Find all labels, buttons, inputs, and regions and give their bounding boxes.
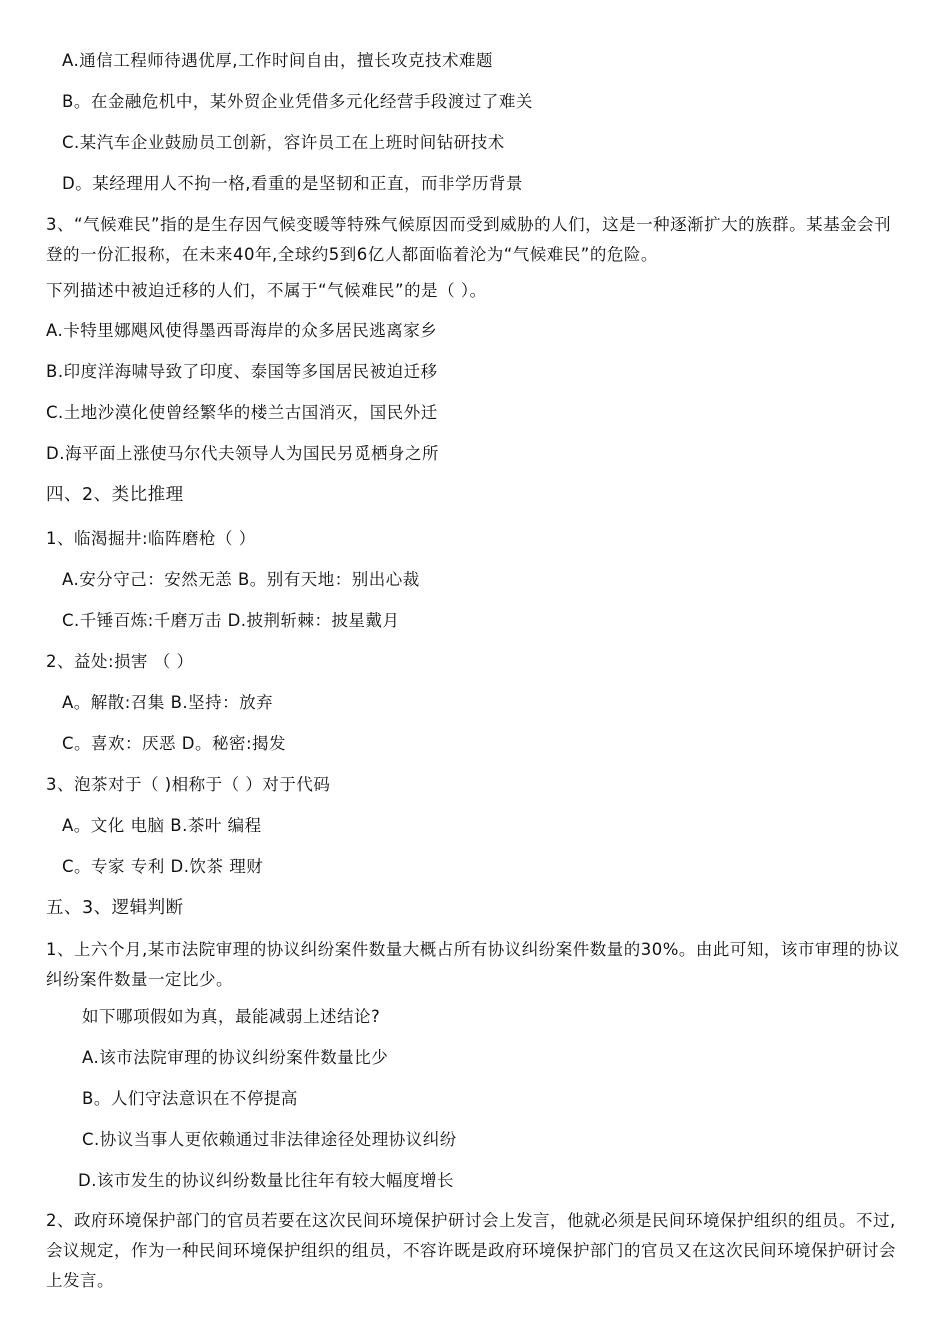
question-3-prompt: 下列描述中被迫迁移的人们，不属于“气候难民”的是（ ）。 (46, 281, 487, 300)
question-3-option-a: A.卡特里娜飓风使得墨西哥海岸的众多居民逃离家乡 (46, 321, 438, 340)
logic-question-2-stem: 2、政府环境保护部门的官员若要在这次民间环境保护研讨会上发言，他就必须是民间环境保护组织的组员。不过,会议规定，作为一种民间环境保护组织的组员，不容许既是政府环境保护部门的官员又在这次民间环境保护研讨会上发言。 (46, 1211, 896, 1290)
question-3-stem: 3、“气候难民”指的是生存因气候变暖等特殊气候原因而受到威胁的人们，这是一种逐渐扩大的族群。某基金会刊登的一份汇报称，在未来40年,全球约5到6亿人都面临着沦为“气候难民”的危险。 (46, 215, 892, 264)
analogy-question-3-options-ab: A。文化 电脑 B.茶叶 编程 (62, 816, 262, 835)
logic-question-1-option-b: B。人们守法意识在不停提高 (82, 1089, 298, 1108)
analogy-question-3-options-cd: C。专家 专利 D.饮茶 理财 (62, 857, 264, 876)
question-3-option-b: B.印度洋海啸导致了印度、泰国等多国居民被迫迁移 (46, 362, 438, 381)
option-b: B。在金融危机中，某外贸企业凭借多元化经营手段渡过了难关 (62, 92, 533, 111)
logic-question-1-option-a: A.该市法院审理的协议纠纷案件数量比少 (82, 1048, 389, 1067)
logic-question-1-option-c: C.协议当事人更依赖通过非法律途径处理协议纠纷 (82, 1130, 457, 1149)
analogy-question-2: 2、益处:损害 （ ） (46, 652, 194, 671)
logic-question-1-prompt: 如下哪项假如为真，最能减弱上述结论? (82, 1007, 381, 1026)
analogy-question-2-options-ab: A。解散:召集 B.坚持：放弃 (62, 693, 274, 712)
option-a: A.通信工程师待遇优厚,工作时间自由，擅长攻克技术难题 (62, 51, 493, 70)
analogy-question-1-options-ab: A.安分守己：安然无恙 B。别有天地：别出心裁 (62, 570, 420, 589)
option-c: C.某汽车企业鼓励员工创新，容许员工在上班时间钻研技术 (62, 133, 505, 152)
analogy-question-3: 3、泡茶对于（ )相称于（ ）对于代码 (46, 775, 331, 794)
analogy-question-1-options-cd: C.千锤百炼:千磨万击 D.披荆斩棘：披星戴月 (62, 611, 400, 630)
question-3-option-d: D.海平面上涨使马尔代夫领导人为国民另觅栖身之所 (46, 444, 439, 463)
analogy-question-1: 1、临渴掘井:临阵磨枪（ ） (46, 529, 256, 548)
analogy-question-2-options-cd: C。喜欢：厌恶 D。秘密:揭发 (62, 734, 287, 753)
logic-question-1-stem: 1、上六个月,某市法院审理的协议纠纷案件数量大概占所有协议纠纷案件数量的30%。由此可知，该市审理的协议纠纷案件数量一定比少。 (46, 940, 900, 989)
question-3-option-c: C.土地沙漠化使曾经繁华的楼兰古国消灭，国民外迁 (46, 403, 438, 422)
section-4-heading: 四、2、类比推理 (46, 485, 184, 505)
option-d: D。某经理用人不拘一格,看重的是坚韧和正直，而非学历背景 (62, 174, 523, 193)
section-5-heading: 五、3、逻辑判断 (46, 898, 184, 918)
logic-question-1-option-d: D.该市发生的协议纠纷数量比往年有较大幅度增长 (78, 1171, 454, 1190)
